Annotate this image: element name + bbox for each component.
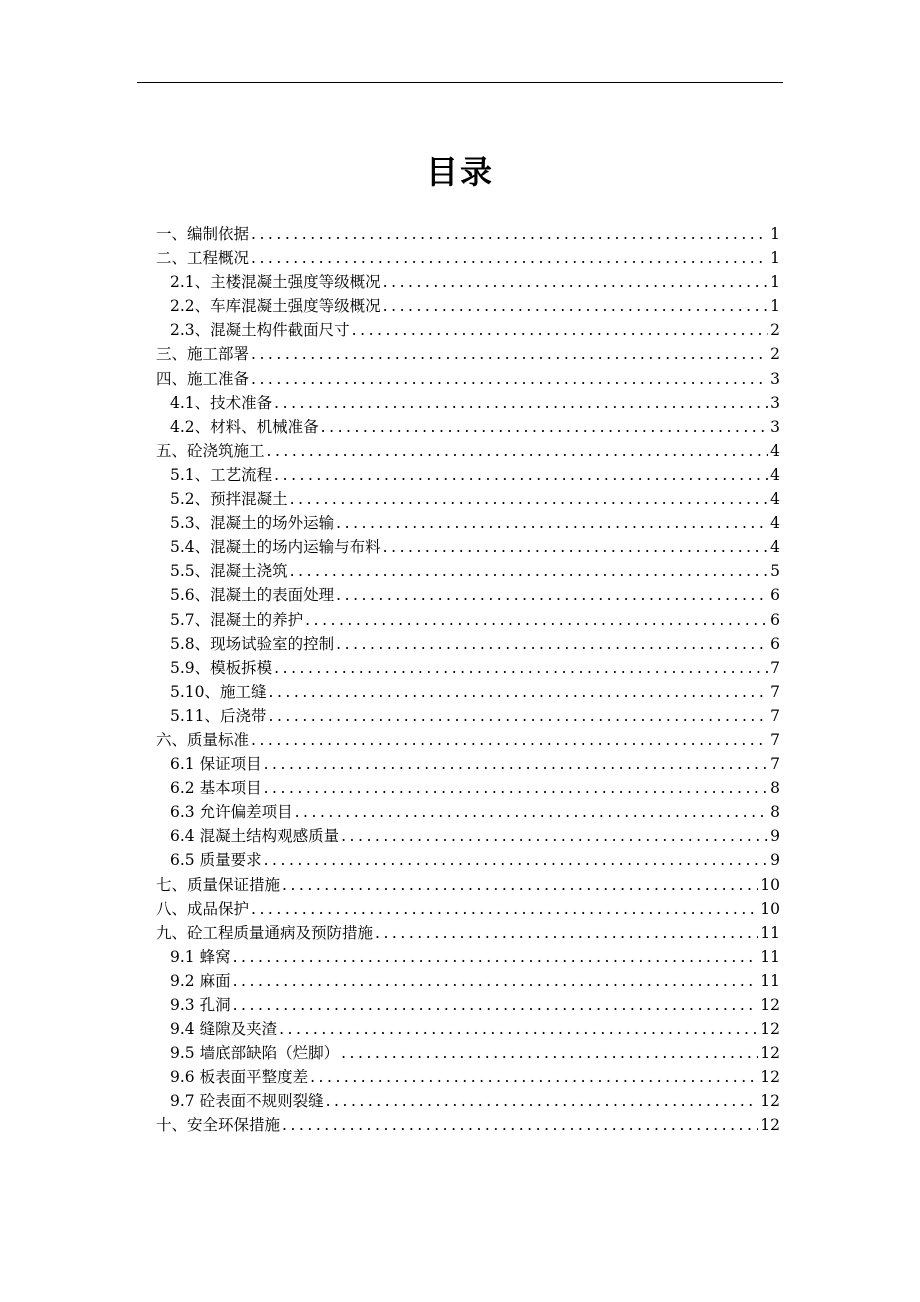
toc-entry-label: 九、砼工程质量通病及预防措施	[156, 923, 374, 942]
toc-entry-page-number: 7	[770, 706, 780, 725]
toc-entry-label: 6.4 混凝土结构观感质量	[170, 827, 340, 846]
toc-entry-page-number: 4	[770, 538, 780, 557]
toc-entry-page-number: 3	[770, 417, 780, 436]
toc-entry-page-number: 1	[770, 297, 780, 316]
toc-dot-leader	[341, 824, 768, 848]
toc-entry[interactable]	[156, 342, 780, 366]
toc-entry-page-number: 10	[760, 875, 780, 894]
toc-entry-page-number: 1	[770, 225, 780, 243]
toc-entry[interactable]	[156, 1017, 780, 1041]
toc-entry-page-number: 12	[760, 1092, 780, 1111]
toc-entry-page-number: 8	[770, 803, 780, 822]
toc-entry-label: 2.1、主楼混凝土强度等级概况	[170, 273, 381, 292]
header-rule	[137, 82, 783, 83]
toc-dot-leader	[383, 294, 768, 318]
toc-entry-page-number: 11	[760, 947, 780, 966]
toc-entry-page-number: 11	[760, 971, 780, 990]
toc-dot-leader	[282, 873, 758, 897]
toc-dot-leader	[274, 463, 768, 487]
toc-entry-page-number: 3	[770, 393, 780, 412]
toc-entry-page-number: 2	[770, 321, 780, 340]
toc-entry-label: 5.7、混凝土的养护	[170, 610, 304, 629]
toc-entry[interactable]	[156, 270, 780, 294]
toc-dot-leader	[279, 1017, 758, 1041]
toc-entry-label: 一、编制依据	[156, 225, 250, 243]
toc-entry[interactable]	[156, 632, 780, 656]
toc-entry-label: 4.2、材料、机械准备	[170, 417, 319, 436]
toc-entry-label: 6.5 质量要求	[170, 851, 262, 870]
toc-entry-page-number: 4	[770, 441, 780, 460]
toc-entry-page-number: 6	[770, 586, 780, 605]
toc-dot-leader	[233, 993, 759, 1017]
toc-entry-page-number: 6	[770, 634, 780, 653]
toc-dot-leader	[233, 969, 759, 993]
toc-dot-leader	[321, 415, 768, 439]
toc-dot-leader	[383, 270, 768, 294]
toc-entry-page-number: 12	[760, 1020, 780, 1039]
toc-dot-leader	[290, 559, 768, 583]
toc-dot-leader	[375, 921, 758, 945]
toc-entry-label: 八、成品保护	[156, 899, 250, 918]
toc-dot-leader	[264, 776, 769, 800]
toc-entry-page-number: 12	[760, 996, 780, 1014]
toc-entry[interactable]	[156, 583, 780, 607]
toc-dot-leader	[290, 487, 768, 511]
toc-entry-label: 5.11、后浇带	[170, 706, 267, 725]
toc-dot-leader	[251, 246, 768, 270]
toc-entry-label: 4.1、技术准备	[170, 393, 273, 412]
toc-entry[interactable]	[156, 848, 780, 872]
toc-dot-leader	[305, 608, 768, 632]
toc-entry[interactable]	[156, 1041, 780, 1065]
toc-entry[interactable]	[156, 969, 780, 993]
toc-entry[interactable]	[156, 391, 780, 415]
toc-entry[interactable]	[156, 318, 780, 342]
toc-dot-leader	[269, 680, 769, 704]
toc-entry-label: 9.7 砼表面不规则裂缝	[170, 1092, 324, 1111]
toc-dot-leader	[295, 800, 769, 824]
toc-entry-label: 2.3、混凝土构件截面尺寸	[170, 321, 350, 340]
table-of-contents	[156, 222, 780, 1138]
toc-entry-page-number: 7	[770, 682, 780, 701]
toc-dot-leader	[341, 1041, 758, 1065]
toc-entry[interactable]	[156, 656, 780, 680]
toc-entry-page-number: 4	[770, 465, 780, 484]
toc-entry[interactable]	[156, 1089, 780, 1113]
toc-entry[interactable]	[156, 800, 780, 824]
toc-dot-leader	[264, 752, 769, 776]
toc-dot-leader	[282, 1113, 758, 1137]
toc-entry-label: 四、施工准备	[156, 369, 250, 388]
toc-entry-page-number: 12	[760, 1044, 780, 1063]
toc-entry[interactable]	[156, 897, 780, 921]
toc-dot-leader	[310, 1065, 758, 1089]
toc-entry-page-number: 7	[770, 755, 780, 774]
toc-entry-label: 六、质量标准	[156, 730, 250, 749]
toc-entry-page-number: 10	[760, 899, 780, 918]
toc-entry-label: 9.2 麻面	[170, 971, 231, 990]
toc-entry[interactable]	[156, 1065, 780, 1089]
toc-dot-leader	[274, 656, 768, 680]
toc-dot-leader	[251, 222, 768, 246]
toc-dot-leader	[264, 848, 769, 872]
toc-entry[interactable]	[156, 680, 780, 704]
toc-dot-leader	[383, 535, 768, 559]
toc-entry-label: 五、砼浇筑施工	[156, 441, 265, 460]
toc-entry[interactable]	[156, 776, 780, 800]
toc-dot-leader	[352, 318, 768, 342]
toc-entry-label: 6.3 允许偏差项目	[170, 803, 293, 822]
toc-entry[interactable]	[156, 608, 780, 632]
toc-dot-leader	[336, 583, 768, 607]
toc-entry[interactable]	[156, 487, 780, 511]
toc-entry-page-number: 7	[770, 730, 780, 749]
toc-entry-page-number: 7	[770, 658, 780, 677]
toc-entry[interactable]	[156, 921, 780, 945]
toc-entry-page-number: 4	[770, 490, 780, 509]
toc-entry[interactable]	[156, 415, 780, 439]
toc-dot-leader	[251, 342, 768, 366]
toc-entry-label: 二、工程概况	[156, 249, 250, 268]
page-title: 目录	[425, 153, 494, 191]
toc-dot-leader	[251, 728, 768, 752]
toc-entry-page-number: 3	[770, 369, 780, 388]
toc-entry[interactable]	[156, 945, 780, 969]
toc-entry-label: 5.8、现场试验室的控制	[170, 634, 335, 653]
toc-entry-page-number: 12	[760, 1068, 780, 1087]
toc-entry[interactable]	[156, 367, 780, 391]
toc-dot-leader	[267, 439, 769, 463]
toc-entry[interactable]	[156, 246, 780, 270]
toc-entry-label: 6.1 保证项目	[170, 755, 262, 774]
toc-entry[interactable]	[156, 439, 780, 463]
toc-entry-page-number: 11	[760, 923, 780, 942]
toc-entry-label: 9.5 墙底部缺陷（烂脚）	[170, 1044, 340, 1063]
toc-entry-label: 5.4、混凝土的场内运输与布料	[170, 538, 381, 557]
toc-entry-label: 5.3、混凝土的场外运输	[170, 514, 335, 533]
toc-entry-page-number: 8	[770, 779, 780, 798]
toc-entry-label: 三、施工部署	[156, 345, 250, 364]
toc-entry-label: 5.10、施工缝	[170, 682, 267, 701]
toc-entry[interactable]	[156, 824, 780, 848]
toc-entry-label: 5.5、混凝土浇筑	[170, 562, 288, 581]
toc-entry[interactable]	[156, 222, 780, 246]
toc-entry-page-number: 9	[770, 851, 780, 870]
toc-entry[interactable]	[156, 1113, 780, 1137]
toc-entry-label: 9.4 缝隙及夹渣	[170, 1020, 278, 1039]
toc-entry-label: 七、质量保证措施	[156, 875, 281, 894]
toc-dot-leader	[336, 511, 768, 535]
toc-entry[interactable]	[156, 511, 780, 535]
toc-entry-label: 9.1 蜂窝	[170, 947, 231, 966]
toc-entry-page-number: 1	[770, 249, 780, 268]
toc-entry-page-number: 12	[760, 1116, 780, 1135]
toc-entry[interactable]	[156, 873, 780, 897]
toc-entry-label: 5.9、模板拆模	[170, 658, 273, 677]
toc-entry-page-number: 1	[770, 273, 780, 292]
toc-entry[interactable]	[156, 704, 780, 728]
toc-entry[interactable]	[156, 752, 780, 776]
toc-entry[interactable]	[156, 993, 780, 1017]
toc-entry[interactable]	[156, 463, 780, 487]
toc-entry-page-number: 4	[770, 514, 780, 533]
toc-dot-leader	[274, 391, 768, 415]
toc-entry-label: 5.2、预拌混凝土	[170, 490, 288, 509]
toc-entry-page-number: 9	[770, 827, 780, 846]
toc-entry-label: 9.6 板表面平整度差	[170, 1068, 309, 1087]
toc-entry[interactable]	[156, 294, 780, 318]
toc-dot-leader	[336, 632, 768, 656]
toc-entry-label: 6.2 基本项目	[170, 779, 262, 798]
toc-dot-leader	[269, 704, 769, 728]
toc-entry[interactable]	[156, 728, 780, 752]
toc-dot-leader	[251, 367, 768, 391]
toc-entry[interactable]	[156, 535, 780, 559]
toc-entry-label: 2.2、车库混凝土强度等级概况	[170, 297, 381, 316]
toc-entry-label: 5.6、混凝土的表面处理	[170, 586, 335, 605]
toc-entry-page-number: 2	[770, 345, 780, 364]
toc-entry-page-number: 5	[770, 562, 780, 581]
toc-entry-label: 十、安全环保措施	[156, 1116, 281, 1135]
toc-dot-leader	[251, 897, 758, 921]
toc-dot-leader	[326, 1089, 759, 1113]
toc-dot-leader	[233, 945, 759, 969]
toc-entry-label: 9.3 孔洞	[170, 996, 231, 1014]
toc-entry-label: 5.1、工艺流程	[170, 465, 273, 484]
toc-entry-page-number: 6	[770, 610, 780, 629]
toc-entry[interactable]	[156, 559, 780, 583]
